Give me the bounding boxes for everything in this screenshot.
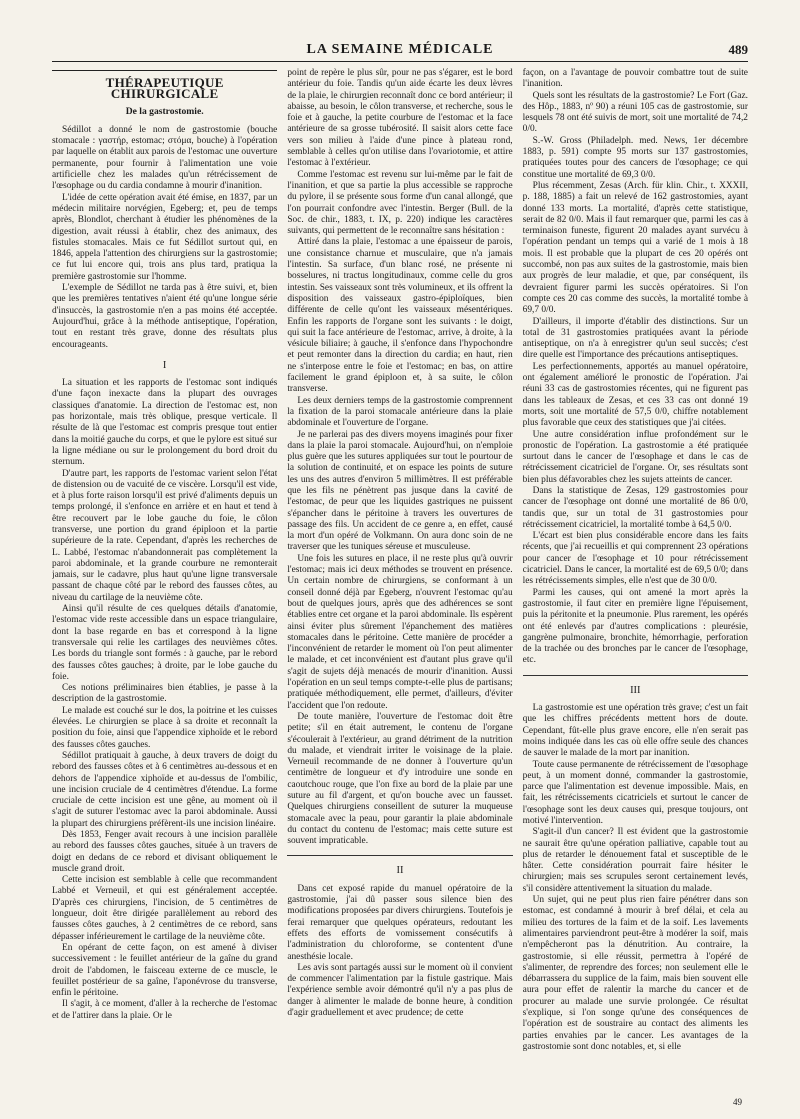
paragraph: Attiré dans la plaie, l'estomac a une épaisseur de parois, une consistance charnue et musculaire, que n'a jamais l'intestin. Sa surface, d'un blanc rosé, ne présente ni bosselures, ni tractus longitudinaux, comme celle du gros intestin. Ses vaisseaux sont très volumineux, et ils offrent la disposition des vaisseaux gastro-épiploïques, bien différente de celle qu'ont les vaisseaux mésentériques. Enfin les rapports de l'organe sont les suivants : le doigt, qui suit la face antérieure de l'estomac, arrive, à droite, à la vésicule biliaire; à gauche, il s'enfonce dans l'hypochondre et peut remonter dans la direction du cardia; en haut, rien ne s'interpose entre le foie et l'estomac; en bas, on attire facilement le grand épiploon et, à sa suite, le côlon transverse. xyxy=(287,237,513,395)
paragraph: D'autre part, les rapports de l'estomac varient selon l'état de distension ou de vacuité de ce viscère. Lorsqu'il est vide, et à plus forte raison lorsqu'il est privé d'aliments depuis un temps prolongé, il s'enfonce en arrière et en haut et tend à être recouvert par le lobe gauche du foie, le côlon transverse, une portion du grand épiploon et la partie supérieure de la rate. Cependant, d'après les recherches de L. Labbé, l'estomac n'abandonnerait pas complètement la paroi abdominale, et la grande courbure ne remonterait jamais, sur le cadavre, plus haut qu'une ligne transversale passant de chaque côté par le rebord des fausses côtes, au niveau du cartilage de la neuvième côte. xyxy=(52,468,278,603)
paragraph: Dans la statistique de Zesas, 129 gastrostomies pour cancer de l'œsophage ont donné une mortalité de 86 0/0, tandis que, sur un total de 31 gastrostomies pour rétrécissement cicatriciel, la mortalité tombe à 64,5 0/0. xyxy=(522,485,748,530)
paragraph: S'agit-il d'un cancer? Il est évident que la gastrostomie ne saurait être qu'une opération palliative, capable tout au plus de retarder le dénouement fatal et susceptible de le hâter. Cette considération pourrait faire hésiter le chirurgien; mais ses scrupules seront certainement levés, s'il considère attentivement la situation du malade. xyxy=(522,827,748,894)
paragraph: De toute manière, l'ouverture de l'estomac doit être petite; s'il en était autrement, le contenu de l'organe s'écoulerait à l'extérieur, au grand détriment de la nutrition du malade, et viendrait irriter le voisinage de la plaie. Verneuil recommande de ne donner à l'ouverture qu'un centimètre de longueur et d'y introduire une sonde en caoutchouc rouge, que l'on fixe au bord de la plaie par une suture au fil d'argent, et qu'on bouche avec un fausset. Quelques chirurgiens conseillent de suturer la muqueuse stomacale avec la peau, pour garantir la plaie abdominale du contact du contenu de l'estomac; mais cette suture est souvent impraticable. xyxy=(287,711,513,847)
paragraph: Je ne parlerai pas des divers moyens imaginés pour fixer dans la plaie la paroi stomacale. Aujourd'hui, on n'emploie plus guère que les sutures appliquées sur tout le pourtour de la solution de continuité, et on espace les points de suture les uns des autres d'environ 5 millimètres. Il est préférable que les fils ne pénètrent pas jusque dans la cavité de l'estomac, de peur que les liquides gastriques ne puissent s'épancher dans le péritoine à travers les ouvertures de passage des fils. Un accident de ce genre a, en effet, causé la mort d'un opéré de Volkmann. On aura donc soin de ne traverser que les tuniques séreuse et musculeuse. xyxy=(287,429,513,553)
paragraph: La gastrostomie est une opération très grave; c'est un fait que les chiffres précédents mettent hors de doute. Cependant, fût-elle plus grave encore, elle n'en serait pas moins indiquée dans les cas où elle offre seule des chances de sauver le malade de la mort par inanition. xyxy=(522,703,748,759)
paragraph: Dès 1853, Fenger avait recours à une incision parallèle au rebord des fausses côtes gauches, située à un travers de doigt en dedans de ce rebord et divisant obliquement le muscle grand droit. xyxy=(52,830,278,874)
chapter-heading-3: III xyxy=(630,684,641,696)
paragraph: Les deux derniers temps de la gastrostomie comprennent la fixation de la paroi stomacale antérieure dans la plaie abdominale et l'ouverture de l'organe. xyxy=(287,395,513,429)
paragraph: Toute cause permanente de rétrécissement de l'œsophage peut, à un moment donné, commander la gastrostomie, parce que l'alimentation est devenue impossible. Mais, en fait, les rétrécissements cicatriciels et surtout le cancer de l'œsophage sont les deux causes qui, presque toujours, ont motivé l'intervention. xyxy=(522,759,748,826)
section-title: THÉRAPEUTIQUE CHIRURGICALE xyxy=(105,75,224,102)
section-divider xyxy=(287,855,512,856)
printer-signature: 49 xyxy=(733,1097,742,1107)
article-subtitle: De la gastrostomie. xyxy=(125,105,204,117)
paragraph: L'écart est bien plus considérable encore dans les faits récents, que j'ai recueillis et qui comprennent 23 opérations pour cancer de l'œsophage et 10 pour rétrécissement cicatriciel. Dans le cancer, la mortalité est de 69,5 0/0; dans les rétrécissements simples, elle n'est que de 30 0/0. xyxy=(522,531,748,587)
chapter-heading-2: II xyxy=(396,865,404,877)
paragraph: Dans cet exposé rapide du manuel opératoire de la gastrostomie, j'ai dû passer sous silence bien des modifications proposées par divers chirurgiens. Toutefois je ferai remarquer que quelques opérateurs, redoutant les effets des efforts de vomissement consécutifs à l'administration du chloroforme, se contentent d'une anesthésie locale. xyxy=(287,883,513,962)
paragraph: Le malade est couché sur le dos, la poitrine et les cuisses élevées. Le chirurgien se place à sa droite et reconnaît la position du foie, ainsi que l'appendice xiphoïde et le rebord des fausses côtes gauches. xyxy=(52,705,278,750)
paragraph: Parmi les causes, qui ont amené la mort après la gastrostomie, il faut citer en première ligne l'épuisement, puis la péritonite et la pneumonie. Plus rarement, les opérés ont été enlevés par d'autres complications : pleurésie, gangrène pulmonaire, bronchite, hémorrhagie, perforation de la trachée ou des bronches par le cancer de l'œsophage, etc. xyxy=(522,587,748,666)
section-divider xyxy=(523,675,748,676)
column-3 xyxy=(523,68,748,1098)
paragraph: Cette incision est semblable à celle que recommandent Labbé et Verneuil, et qui est généralement acceptée. D'après ces chirurgiens, l'incision, de 5 centimètres de longueur, doit être dirigée parallèlement au rebord des fausses côtes gauches, à 2 centimètres de ce rebord, sans dépasser inférieurement le cartilage de la neuvième côte. xyxy=(52,875,278,942)
running-title: LA SEMAINE MÉDICALE xyxy=(306,42,494,57)
paragraph: Une autre considération influe profondément sur le pronostic de l'opération. La gastrostomie a été pratiquée surtout dans le cancer de l'œsophage et dans le cas de rétrécissement cicatriciel de l'organe. Or, ses résultats sont bien plus défavorables chez les sujets atteints de cancer. xyxy=(522,429,748,485)
paragraph: Il s'agit, à ce moment, d'aller à la recherche de l'estomac et de l'attirer dans la plaie. Or le xyxy=(52,999,278,1021)
paragraph: Ces notions préliminaires bien établies, je passe à la description de la gastrostomie. xyxy=(52,683,278,705)
paragraph: Les avis sont partagés aussi sur le moment où il convient de commencer l'alimentation par la fistule gastrique. Mais l'expérience semble avoir démontré qu'il n'y a pas plus de danger à alimenter le malade de bonne heure, à condition d'agir graduellement et avec prudence; de cette xyxy=(287,962,513,1019)
chapter-heading-1: I xyxy=(162,359,167,371)
paragraph: L'idée de cette opération avait été émise, en 1837, par un médecin militaire norvégien, Egeberg; et, peu de temps après, Blondlot, cherchant à étudier les phénomènes de la digestion, avait réussi à établir, chez des animaux, des fistules stomacales. Mais ce fut Sédillot surtout qui, en 1846, appela l'attention des chirurgiens sur la gastrostomie; ce fut lui encore qui, trois ans plus tard, pratiqua la première gastrostomie sur l'homme. xyxy=(52,192,278,282)
paragraph: Plus récemment, Zesas (Arch. für klin. Chir., t. XXXII, p. 188, 1885) a fait un relevé de 162 gastrostomies, ayant donné 133 morts. La mortalité, d'après cette statistique, serait de 82 0/0. Mais il faut remarquer que, parmi les cas à terminaison funeste, figurent 20 malades ayant survécu à l'opération pendant un temps qui a varié de 1 mois à 18 mois. Il est probable que la plupart de ces 20 opérés ont succombé, non pas aux suites de la gastrostomie, mais bien aux progrès de leur maladie, et que, par conséquent, ils devraient figurer parmi les succès opératoires. Si l'on compte ces 20 cas comme des succès, la mortalité tombe à 69,7 0/0. xyxy=(522,180,748,316)
page-number: 489 xyxy=(728,42,748,57)
paragraph: D'ailleurs, il importe d'établir des distinctions. Sur un total de 31 gastrostomies pratiquées avant la période antiseptique, on n'a à enregistrer qu'un seul succès; c'est dire quelle est l'importance des précautions antiseptiques. xyxy=(522,316,748,361)
paragraph: S.-W. Gross (Philadelph. med. News, 1er décembre 1883, p. 591) compte 95 morts sur 137 gastrostomies, pratiquées toutes pour des cancers de l'œsophage; ce qui constitue une mortalité de 69,3 0/0. xyxy=(522,135,748,180)
column-2 xyxy=(287,68,512,1098)
title-rule xyxy=(52,70,277,71)
article-columns xyxy=(52,68,748,1098)
paragraph: Sédillot pratiquait à gauche, à deux travers de doigt du rebord des fausses côtes et à 6 centimètres au-dessous et en dehors de l'appendice xiphoïde et au-dessus de l'ombilic, une incision cruciale de 4 centimètres d'étendue. La forme cruciale de cette incision est une gêne, au moment où il s'agit de suturer l'estomac avec la paroi abdominale. Aussi la plupart des chirurgiens préfèrent-ils une incision linéaire. xyxy=(52,750,278,829)
page-header xyxy=(52,40,748,62)
paragraph: Une fois les sutures en place, il ne reste plus qu'à ouvrir l'estomac; mais ici deux méthodes se trouvent en présence. Un certain nombre de chirurgiens, se conformant à un conseil donné déjà par Egeberg, n'ouvrent l'estomac qu'au bout de quelques jours, après que des adhérences se sont établies entre cet organe et la paroi abdominale. Ils espèrent ainsi éviter plus sûrement l'épanchement des matières stomacales dans le péritoine. Cette manière de procéder a l'inconvénient de retarder le moment où l'on peut alimenter le malade, et cet inconvénient est d'autant plus grave qu'il s'agit de sujets déjà menacés de mourir d'inanition. Aussi l'opération en un seul temps compte-t-elle plus de partisans; pratiquée méthodiquement, elle permet, d'ailleurs, d'éviter l'accident que l'on redoute. xyxy=(287,553,513,711)
paragraph: En opérant de cette façon, on est amené à diviser successivement : le feuillet antérieur de la gaîne du grand droit de l'abdomen, le faisceau externe de ce muscle, le feuillet postérieur de sa gaîne, l'aponévrose du transverse, enfin le péritoine. xyxy=(52,942,278,999)
paragraph: Un sujet, qui ne peut plus rien faire pénétrer dans son estomac, est condamné à mourir à bref délai, et cela au milieu des tortures de la faim et de la soif. Les lavements alimentaires parviendront peut-être à modérer la soif, mais n'empêcheront pas la dénutrition. Au contraire, la gastrostomie, si elle réussit, permettra à l'opéré de s'alimenter, de reprendre des forces; non seulement elle le débarrassera du supplice de la faim, mais bien souvent elle aura pour effet de ralentir la marche du cancer et de procurer au malade une survie prolongée. Ce résultat s'explique, si l'on songe qu'une des conséquences de l'opération est de soustraire au contact des aliments les parties envahies par le cancer. Les avantages de la gastrostomie sont donc notables, et, si elle xyxy=(522,895,748,1052)
paragraph: La situation et les rapports de l'estomac sont indiqués d'une façon inexacte dans la plupart des ouvrages classiques d'anatomie. La direction de l'estomac est, non pas horizontale, mais très oblique, presque verticale. Il résulte de là que l'estomac est compris presque tout entier dans la moitié gauche du corps, et que le pylore est situé sur la ligne médiane ou sur le prolongement du bord droit du sternum. xyxy=(52,378,278,468)
paragraph: Sédillot a donné le nom de gastrostomie (bouche stomacale : γαστήρ, estomac; στόμα, bouche) à l'opération par laquelle on établit aux parois de l'estomac une ouverture permanente, pour fournir à l'alimentation une voie artificielle chez les malades qu'un rétrécissement de l'œsophage ou du cardia condamne à mourir d'inanition. xyxy=(52,124,278,192)
paragraph: Ainsi qu'il résulte de ces quelques détails d'anatomie, l'estomac vide reste accessible dans un espace triangulaire, dont la base regarde en bas et correspond à la ligne transversale qui relie les cartilages des neuvièmes côtes. Les bords du triangle sont formés : à gauche, par le rebord des fausses côtes gauches; à droite, par le lobe gauche du foie. xyxy=(52,604,278,682)
paragraph: façon, on a l'avantage de pouvoir combattre tout de suite l'inanition. xyxy=(522,68,748,90)
paragraph: point de repère le plus sûr, pour ne pas s'égarer, est le bord antérieur du foie. Tandis qu'un aide écarte les deux lèvres de la plaie, le chirurgien reconnaît donc ce bord antérieur; il abaisse, au besoin, le côlon transverse, et recherche, sous le foie et à gauche, la petite courbure de l'estomac et la face antérieure de sa grosse tubérosité. Il saisit alors cette face vers son milieu à l'aide d'une pince à plateau rond, semblable à celles qu'on utilise dans l'ovariotomie, et attire l'estomac à l'extérieur. xyxy=(287,68,513,169)
paragraph: Quels sont les résultats de la gastrostomie? Le Fort (Gaz. des Hôp., 1883, nº 90) a réuni 105 cas de gastrostomie, sur lesquels 78 ont été suivis de mort, soit une mortalité de 74,2 0/0. xyxy=(522,90,748,135)
paragraph: L'exemple de Sédillot ne tarda pas à être suivi, et, bien que les premières tentatives n'aient été qu'une longue série d'insuccès, la gastrostomie n'en a pas moins été acceptée. Aujourd'hui, grâce à la méthode antiseptique, l'opération, tout en restant très grave, donne des résultats plus encourageants. xyxy=(52,283,278,350)
paragraph: Les perfectionnements, apportés au manuel opératoire, ont également amélioré le pronostic de l'opération. J'ai réuni 33 cas de gastrostomies récentes, qui ne figurent pas dans les tableaux de Zesas, et ces 33 cas ont donné 19 morts, soit une mortalité de 57,5 0/0, chiffre notablement plus favorable que ceux des statistiques que j'ai citées. xyxy=(522,361,748,429)
paragraph: Comme l'estomac est revenu sur lui-même par le fait de l'inanition, et que sa partie la plus accessible se rapproche du pylore, il se présente sous forme d'un canal allongé, que l'on pourrait confondre avec l'intestin. Berger (Bull. de la Soc. de chir., 1883, t. IX, p. 220) indique les caractères suivants, qui permettent de le reconnaître sans hésitation : xyxy=(287,169,513,237)
column-1 xyxy=(52,68,277,1098)
